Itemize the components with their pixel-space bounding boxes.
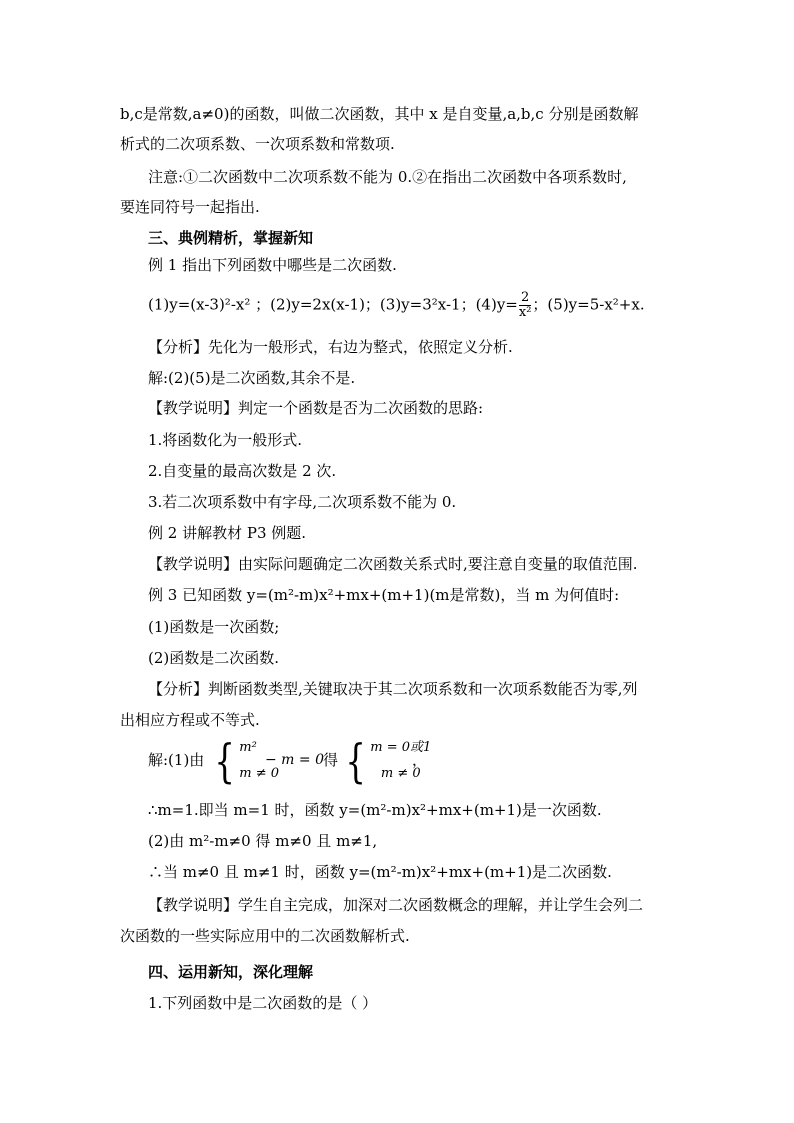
fraction-denominator: x²: [518, 305, 532, 320]
section-heading: 四、运用新知，深化理解: [148, 963, 314, 981]
example-items-part-a: (1)y=(x-3)²-x² ；(2)y=2x(x-1)；(3)y=3²x-1；(4)y=: [148, 295, 518, 314]
analysis-line: 出相应方程或不等式.: [120, 711, 260, 729]
step-line: 2.自变量的最高次数是 2 次.: [148, 462, 337, 480]
question-part: (2)函数是二次函数.: [148, 649, 280, 667]
teaching-note: 【教学说明】学生自主完成，加深对二次函数概念的理解，并让学生会列二: [148, 896, 644, 914]
equation-tail: − m = 0: [265, 752, 324, 768]
system-top: m = 0或1: [370, 740, 432, 755]
left-brace-icon: {: [214, 734, 235, 788]
text-line: b,c是常数,a≠0)的函数，叫做二次函数，其中 x 是自变量,a,b,c 分别是函数解: [120, 105, 639, 123]
example-items: [148, 291, 645, 320]
left-brace-icon: {: [345, 734, 366, 788]
solution-end: ，: [412, 751, 428, 769]
section-heading: 三、典例精析，掌握新知: [148, 229, 314, 247]
question-line: 1.下列函数中是二次函数的是（ ）: [148, 994, 378, 1012]
text-line: 注意:①二次函数中二次项系数不能为 0.②在指出二次函数中各项系数时,: [148, 168, 627, 186]
analysis-line: 【分析】先化为一般形式，右边为整式，依照定义分析.: [148, 338, 513, 356]
solution-line: 解:(2)(5)是二次函数,其余不是.: [148, 369, 356, 387]
solution-prefix: 解:(1)由: [148, 751, 205, 769]
teaching-note: 【教学说明】由实际问题确定二次函数关系式时,要注意自变量的取值范围.: [148, 555, 638, 573]
example-title: 例 3 已知函数 y=(m²-m)x²+mx+(m+1)(m是常数)，当 m 为何值时:: [148, 586, 620, 604]
teaching-note: 【教学说明】判定一个函数是否为二次函数的思路:: [148, 399, 484, 417]
system-bottom: m ≠ 0: [239, 766, 280, 781]
system-top: m²: [239, 740, 257, 755]
fraction-numerator: 2: [521, 290, 530, 305]
example-title: 例 1 指出下列函数中哪些是二次函数.: [148, 256, 397, 274]
teaching-note: 次函数的一些实际应用中的二次函数解析式.: [120, 927, 410, 945]
text-line: 要连同符号一起指出.: [120, 198, 260, 216]
solution-mid: 得: [323, 751, 339, 769]
step-line: 1.将函数化为一般形式.: [148, 431, 303, 449]
text-line: 析式的二次项系数、一次项系数和常数项.: [120, 135, 395, 153]
system-bottom: m ≠ 0: [380, 766, 421, 781]
analysis-line: 【分析】判断函数类型,关键取决于其二次项系数和一次项系数能否为零,列: [148, 680, 638, 698]
conclusion-line: ∴m=1.即当 m=1 时，函数 y=(m²-m)x²+mx+(m+1)是一次函数.: [148, 801, 602, 819]
conclusion-line: ∴当 m≠0 且 m≠1 时，函数 y=(m²-m)x²+mx+(m+1)是二次函数.: [148, 863, 612, 881]
question-part: (1)函数是一次函数;: [148, 618, 280, 636]
fraction: [519, 291, 532, 320]
step-line: 3.若二次项系数中有字母,二次项系数不能为 0.: [148, 493, 457, 511]
conclusion-line: (2)由 m²-m≠0 得 m≠0 且 m≠1,: [148, 832, 378, 850]
example-title: 例 2 讲解教材 P3 例题.: [148, 524, 307, 542]
example-items-part-b: ；(5)y=5-x²+x.: [532, 295, 645, 314]
